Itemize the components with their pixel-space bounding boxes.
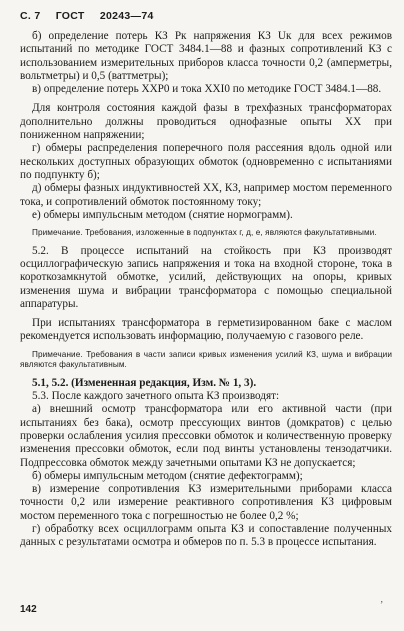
standard-label: ГОСТ xyxy=(55,10,85,22)
standard-number: 20243—74 xyxy=(99,10,154,22)
paragraph-g-processing: г) обработку всех осциллограмм опыта КЗ и сопоставление полученных данных с результатами осмотра и обмеров по п. 5.3 в процессе испытания. xyxy=(20,523,392,549)
paragraph-b-losses: б) определение потерь КЗ Pк напряжения КЗ Uк для всех режимов испытаний по методике ГОСТ 3484.1—88 и фазных сопротивлений КЗ с использованием измерительных приборов класса точности 0,2 (амперметры, вольтметры) и 0,5 (ваттметры); xyxy=(20,30,392,82)
paragraph-d-inductance: д) обмеры фазных индуктивностей ХХ, КЗ, например мостом переменного тока, и сопротивлений обмоток постоянному току; xyxy=(20,182,392,208)
page-header xyxy=(20,10,166,22)
paragraph-b-impulse: б) обмеры импульсным методом (снятие дефектограмм); xyxy=(32,469,303,482)
note-optional-recording: Примечание. Требования в части записи кривых изменения усилий КЗ, шума и вибрации являются факультативным. xyxy=(20,349,392,370)
paragraph-v-resistance: в) измерение сопротивления КЗ измерительными приборами класса точности 0,2 или измерение реактивного сопротивления КЗ цифровым мостом переменного тока с погрешностью не более 0,2 %; xyxy=(20,483,392,522)
margin-mark: ‚ xyxy=(380,594,384,605)
paragraph-phase-control: Для контроля состояния каждой фазы в трехфазных трансформаторах дополнительно должны проводиться однофазные опыты ХХ при пониженном напряжении; xyxy=(20,102,392,142)
page-prefix: С. 7 xyxy=(20,10,41,22)
paragraph-gas-relay: При испытаниях трансформатора в герметизированном баке с маслом рекомендуется использовать информацию, получаемую с газового реле. xyxy=(20,317,392,343)
paragraph-a-inspection: а) внешний осмотр трансформатора или его активной части (при испытаниях без бака), осмотр прессующих винтов (домкратов) с целью проверки ослабления усилия прессовки обмоток и количественную проверку изменения прессовки обмоток, если под винты установлены тензодатчики. Подпрессовка обмоток между зачетными опытами КЗ не допускается; xyxy=(20,403,392,469)
paragraph-5-2: 5.2. В процессе испытаний на стойкость при КЗ производят осциллографическую запись напряжения и тока на входной стороне, тока в короткозамкнутой обмотке, усилий, действующих на опоры, кривых изменения шума и вибрации трансформатора с помощью специальной аппаратуры. xyxy=(20,244,392,310)
paragraph-g-field: г) обмеры распределения поперечного поля рассеяния вдоль одной или нескольких доступных образующих обмоток (одновременно с испытаниями по подпункту б); xyxy=(20,142,392,181)
note-optional-subitems: Примечание. Требования, изложенные в подпунктах г, д, е, являются факультативными. xyxy=(32,228,377,238)
paragraph-5-3: 5.3. После каждого зачетного опыта КЗ производят: xyxy=(32,390,280,403)
paragraph-v-losses: в) определение потерь ХХP0 и тока ХХI0 по методике ГОСТ 3484.1—88. xyxy=(32,83,382,96)
paragraph-e-impulse: е) обмеры импульсным методом (снятие нормограмм). xyxy=(32,208,293,221)
page-content xyxy=(20,30,392,550)
revision-note: 5.1, 5.2. (Измененная редакция, Изм. № 1, 3). xyxy=(32,376,257,389)
page-number: 142 xyxy=(20,604,37,615)
